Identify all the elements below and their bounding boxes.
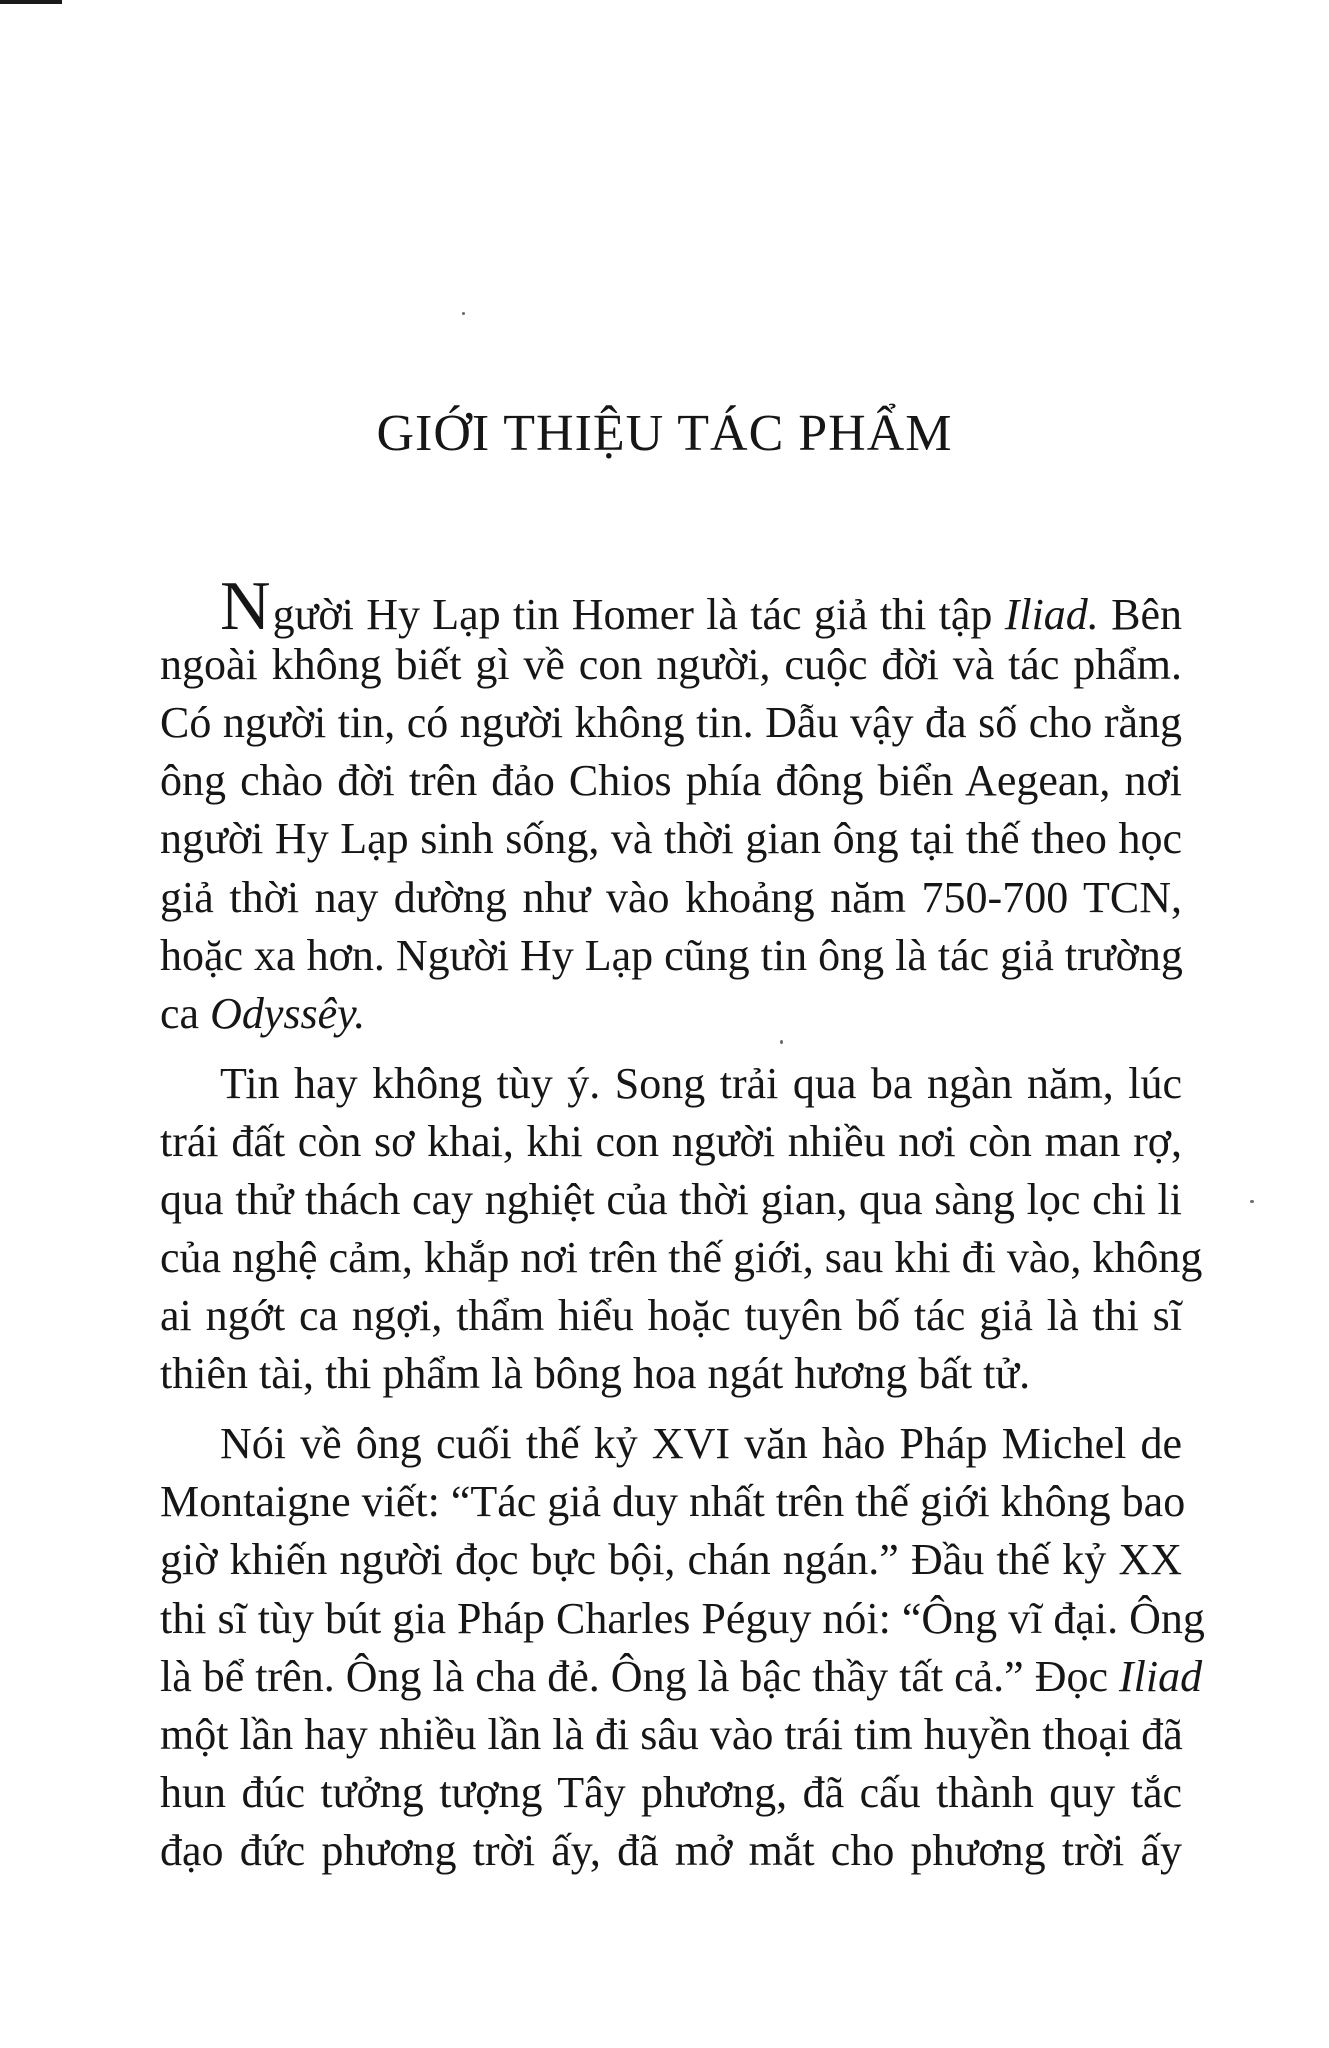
text-run: ai ngớt ca ngợi, thẩm hiểu hoặc tuyên bố tác giả là thi sĩ: [160, 1291, 1182, 1341]
text-line: [160, 1472, 1186, 1532]
text-line: [160, 693, 1182, 753]
text-line: [160, 1589, 1205, 1649]
italic-title: Iliad: [1119, 1651, 1203, 1701]
text-run: giờ khiến người đọc bực bội, chán ngán.” Đầu thế kỷ XX: [160, 1535, 1182, 1585]
scan-speck: [462, 312, 465, 315]
text-line: [220, 1414, 1182, 1474]
italic-title: Odyssêy.: [210, 988, 366, 1038]
drop-cap: N: [220, 568, 271, 645]
text-line: [220, 1054, 1182, 1114]
text-run: hun đúc tưởng tượng Tây phương, đã cấu thành quy tắc: [160, 1767, 1182, 1817]
text-line: [160, 1344, 1182, 1404]
text-run: Tin hay không tùy ý. Song trải qua ba ngàn năm, lúc: [220, 1058, 1182, 1108]
text-run: ca: [160, 988, 211, 1038]
text-run: ngoài không biết gì về con người, cuộc đời và tác phẩm.: [160, 640, 1182, 690]
text-run: ông chào đời trên đảo Chios phía đông biển Aegean, nơi: [160, 756, 1182, 806]
text-line: [220, 568, 1182, 645]
text-run: là bể trên. Ông là cha đẻ. Ông là bậc thầy tất cả.” Đọc: [160, 1651, 1120, 1701]
text-line: [160, 1647, 1203, 1707]
italic-title: Iliad.: [1004, 590, 1099, 639]
text-run: người Hy Lạp sinh sống, và thời gian ông tại thế theo học: [160, 814, 1182, 864]
text-line: [160, 984, 1182, 1044]
text-run: giả thời nay dường như vào khoảng năm 750-700 TCN,: [160, 872, 1182, 922]
chapter-title: GIỚI THIỆU TÁC PHẨM: [376, 405, 953, 462]
text-run: Bên: [1098, 590, 1182, 639]
text-run: thiên tài, thi phẩm là bông hoa ngát hương bất tử.: [160, 1349, 1031, 1399]
text-run: của nghệ cảm, khắp nơi trên thế giới, sau khi đi vào, không: [160, 1233, 1203, 1282]
text-line: [160, 809, 1182, 869]
text-line: [160, 1821, 1182, 1881]
text-line: [160, 1763, 1182, 1823]
text-run: Có người tin, có người không tin. Dẫu vậy đa số cho rằng: [160, 698, 1182, 748]
text-run: gười Hy Lạp tin Homer là tác giả thi tập: [272, 590, 1005, 639]
text-run: Montaigne viết: “Tác giả duy nhất trên thế giới không bao: [160, 1477, 1186, 1527]
text-run: Nói về ông cuối thế kỷ XVI văn hào Pháp Michel de: [220, 1419, 1182, 1469]
text-run: đạo đức phương trời ấy, đã mở mắt cho phương trời ấy: [160, 1825, 1182, 1875]
text-line: [160, 926, 1182, 986]
text-line: [160, 1112, 1182, 1172]
text-line: [160, 751, 1182, 811]
text-line: [160, 1530, 1182, 1590]
text-run: trái đất còn sơ khai, khi con người nhiều nơi còn man rợ,: [160, 1116, 1182, 1166]
text-run: một lần hay nhiều lần là đi sâu vào trái tim huyền thoại đã: [160, 1709, 1183, 1759]
scan-speck: [1250, 1200, 1254, 1203]
top-edge-rule: [0, 0, 62, 4]
text-line: [160, 1228, 1203, 1288]
text-line: [160, 1705, 1182, 1765]
text-run: hoặc xa hơn. Người Hy Lạp cũng tin ông là tác giả trường: [160, 930, 1183, 980]
text-run: qua thử thách cay nghiệt của thời gian, qua sàng lọc chi li: [160, 1174, 1182, 1224]
text-line: [160, 1286, 1182, 1346]
text-run: thi sĩ tùy bút gia Pháp Charles Péguy nói: “Ông vĩ đại. Ông: [160, 1593, 1205, 1643]
text-line: [160, 1170, 1182, 1230]
text-line: [160, 635, 1182, 695]
text-line: [160, 868, 1182, 928]
